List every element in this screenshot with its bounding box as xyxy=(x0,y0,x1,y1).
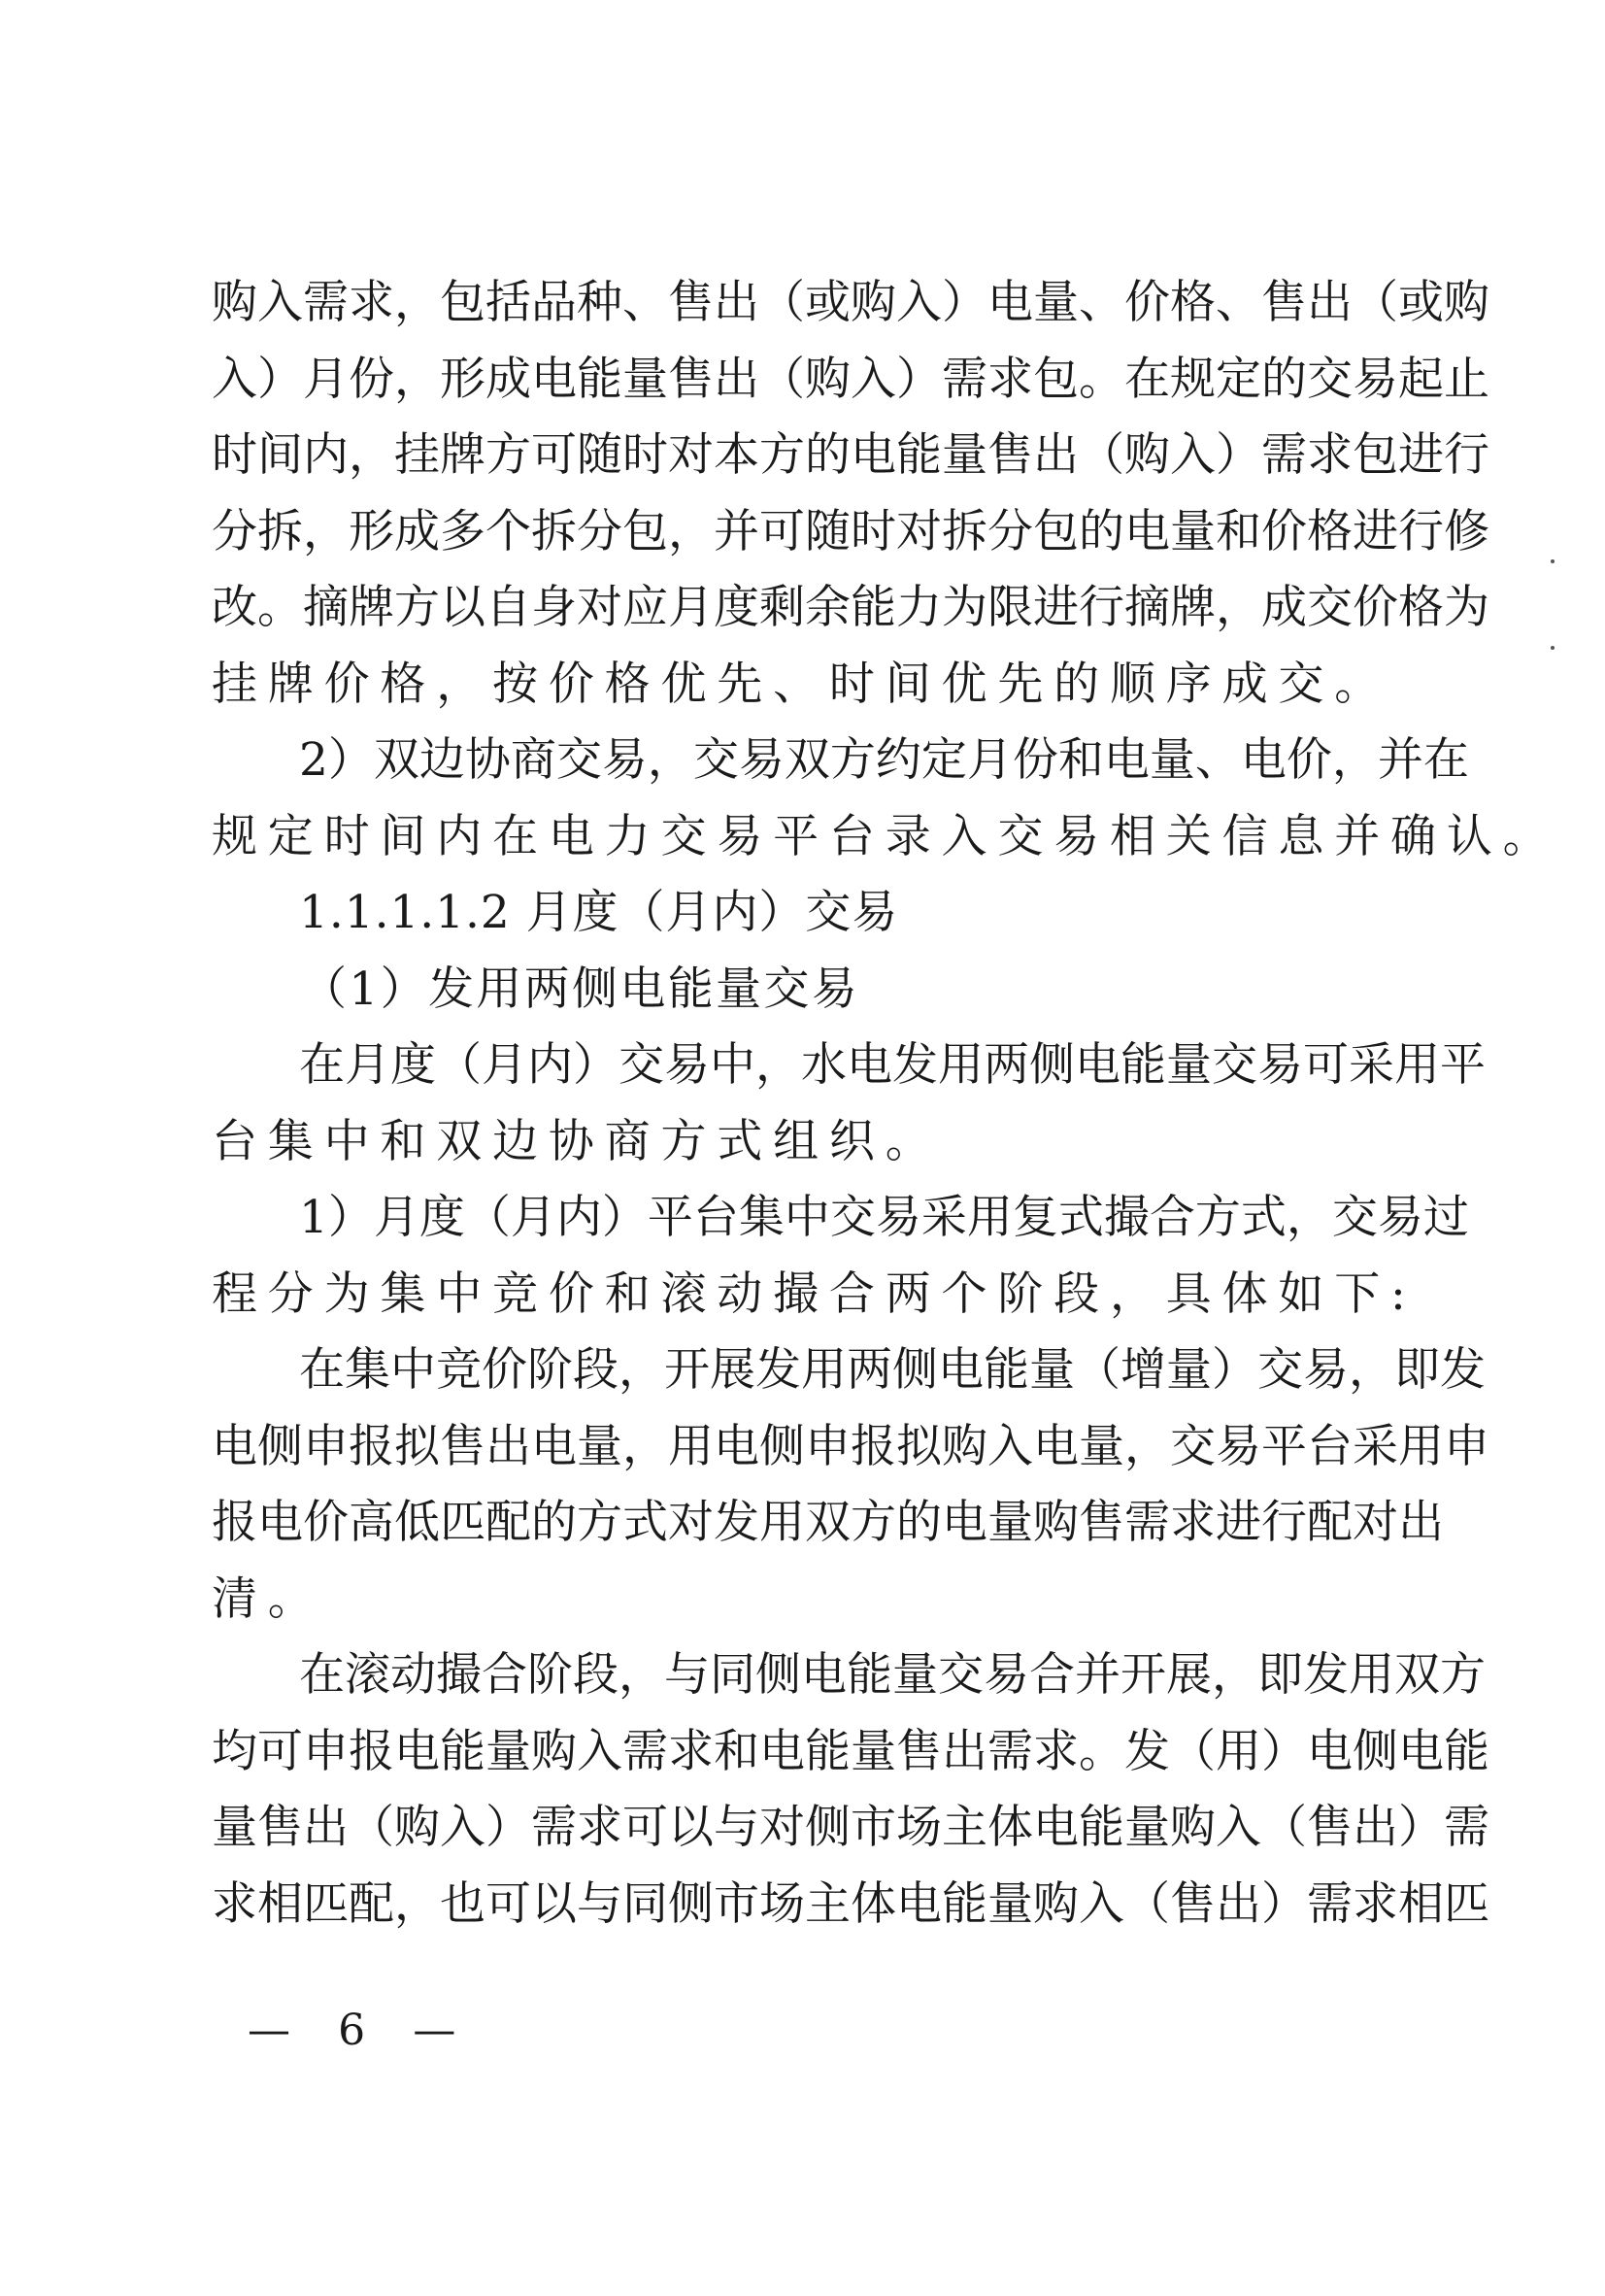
text-line: 电侧申报拟售出电量，用电侧申报拟购入电量，交易平台采用申 xyxy=(212,1420,1489,1473)
scan-speck xyxy=(1551,559,1555,563)
subsection-heading: （1）发用两侧电能量交易 xyxy=(301,962,860,1016)
text-line: 量售出（购入）需求可以与对侧市场主体电能量购入（售出）需 xyxy=(212,1801,1489,1854)
text-line: 清。 xyxy=(212,1572,324,1626)
text-line: 改。摘牌方以自身对应月度剩余能力为限进行摘牌，成交价格为 xyxy=(212,581,1489,634)
text-line: 在滚动撮合阶段，与同侧电能量交易合并开展，即发用双方 xyxy=(299,1648,1486,1702)
text-line: 1）月度（月内）平台集中交易采用复式撮合方式，交易过 xyxy=(299,1191,1469,1244)
text-line: 时间内，挂牌方可随时对本方的电能量售出（购入）需求包进行 xyxy=(212,428,1489,482)
text-line: 在月度（月内）交易中，水电发用两侧电能量交易可采用平 xyxy=(299,1038,1486,1092)
text-line: 分拆，形成多个拆分包，并可随时对拆分包的电量和价格进行修 xyxy=(212,505,1489,558)
text-line: 挂牌价格，按价格优先、时间优先的顺序成交。 xyxy=(212,658,1391,711)
text-line: 台集中和双边协商方式组织。 xyxy=(212,1115,942,1168)
scan-speck xyxy=(1551,646,1555,650)
page-number: — 6 — xyxy=(248,2006,473,2055)
text-line: 均可申报电能量购入需求和电能量售出需求。发（用）电侧电能 xyxy=(212,1725,1489,1778)
text-line: 2）双边协商交易，交易双方约定月份和电量、电价，并在 xyxy=(299,733,1469,787)
text-line: 在集中竞价阶段，开展发用两侧电能量（增量）交易，即发 xyxy=(299,1343,1486,1397)
text-line: 求相匹配，也可以与同侧市场主体电能量购入（售出）需求相匹 xyxy=(212,1877,1489,1931)
section-heading: 1.1.1.1.2 月度（月内）交易 xyxy=(299,886,899,939)
text-line: 入）月份，形成电能量售出（购入）需求包。在规定的交易起止 xyxy=(212,353,1489,406)
text-line: 程分为集中竞价和滚动撮合两个阶段，具体如下: xyxy=(212,1267,1417,1321)
text-line: 规定时间内在电力交易平台录入交易相关信息并确认。 xyxy=(212,810,1559,863)
text-line: 报电价高低匹配的方式对发用双方的电量购售需求进行配对出 xyxy=(212,1496,1444,1549)
text-line: 购入需求，包括品种、售出（或购入）电量、价格、售出（或购 xyxy=(212,276,1489,329)
